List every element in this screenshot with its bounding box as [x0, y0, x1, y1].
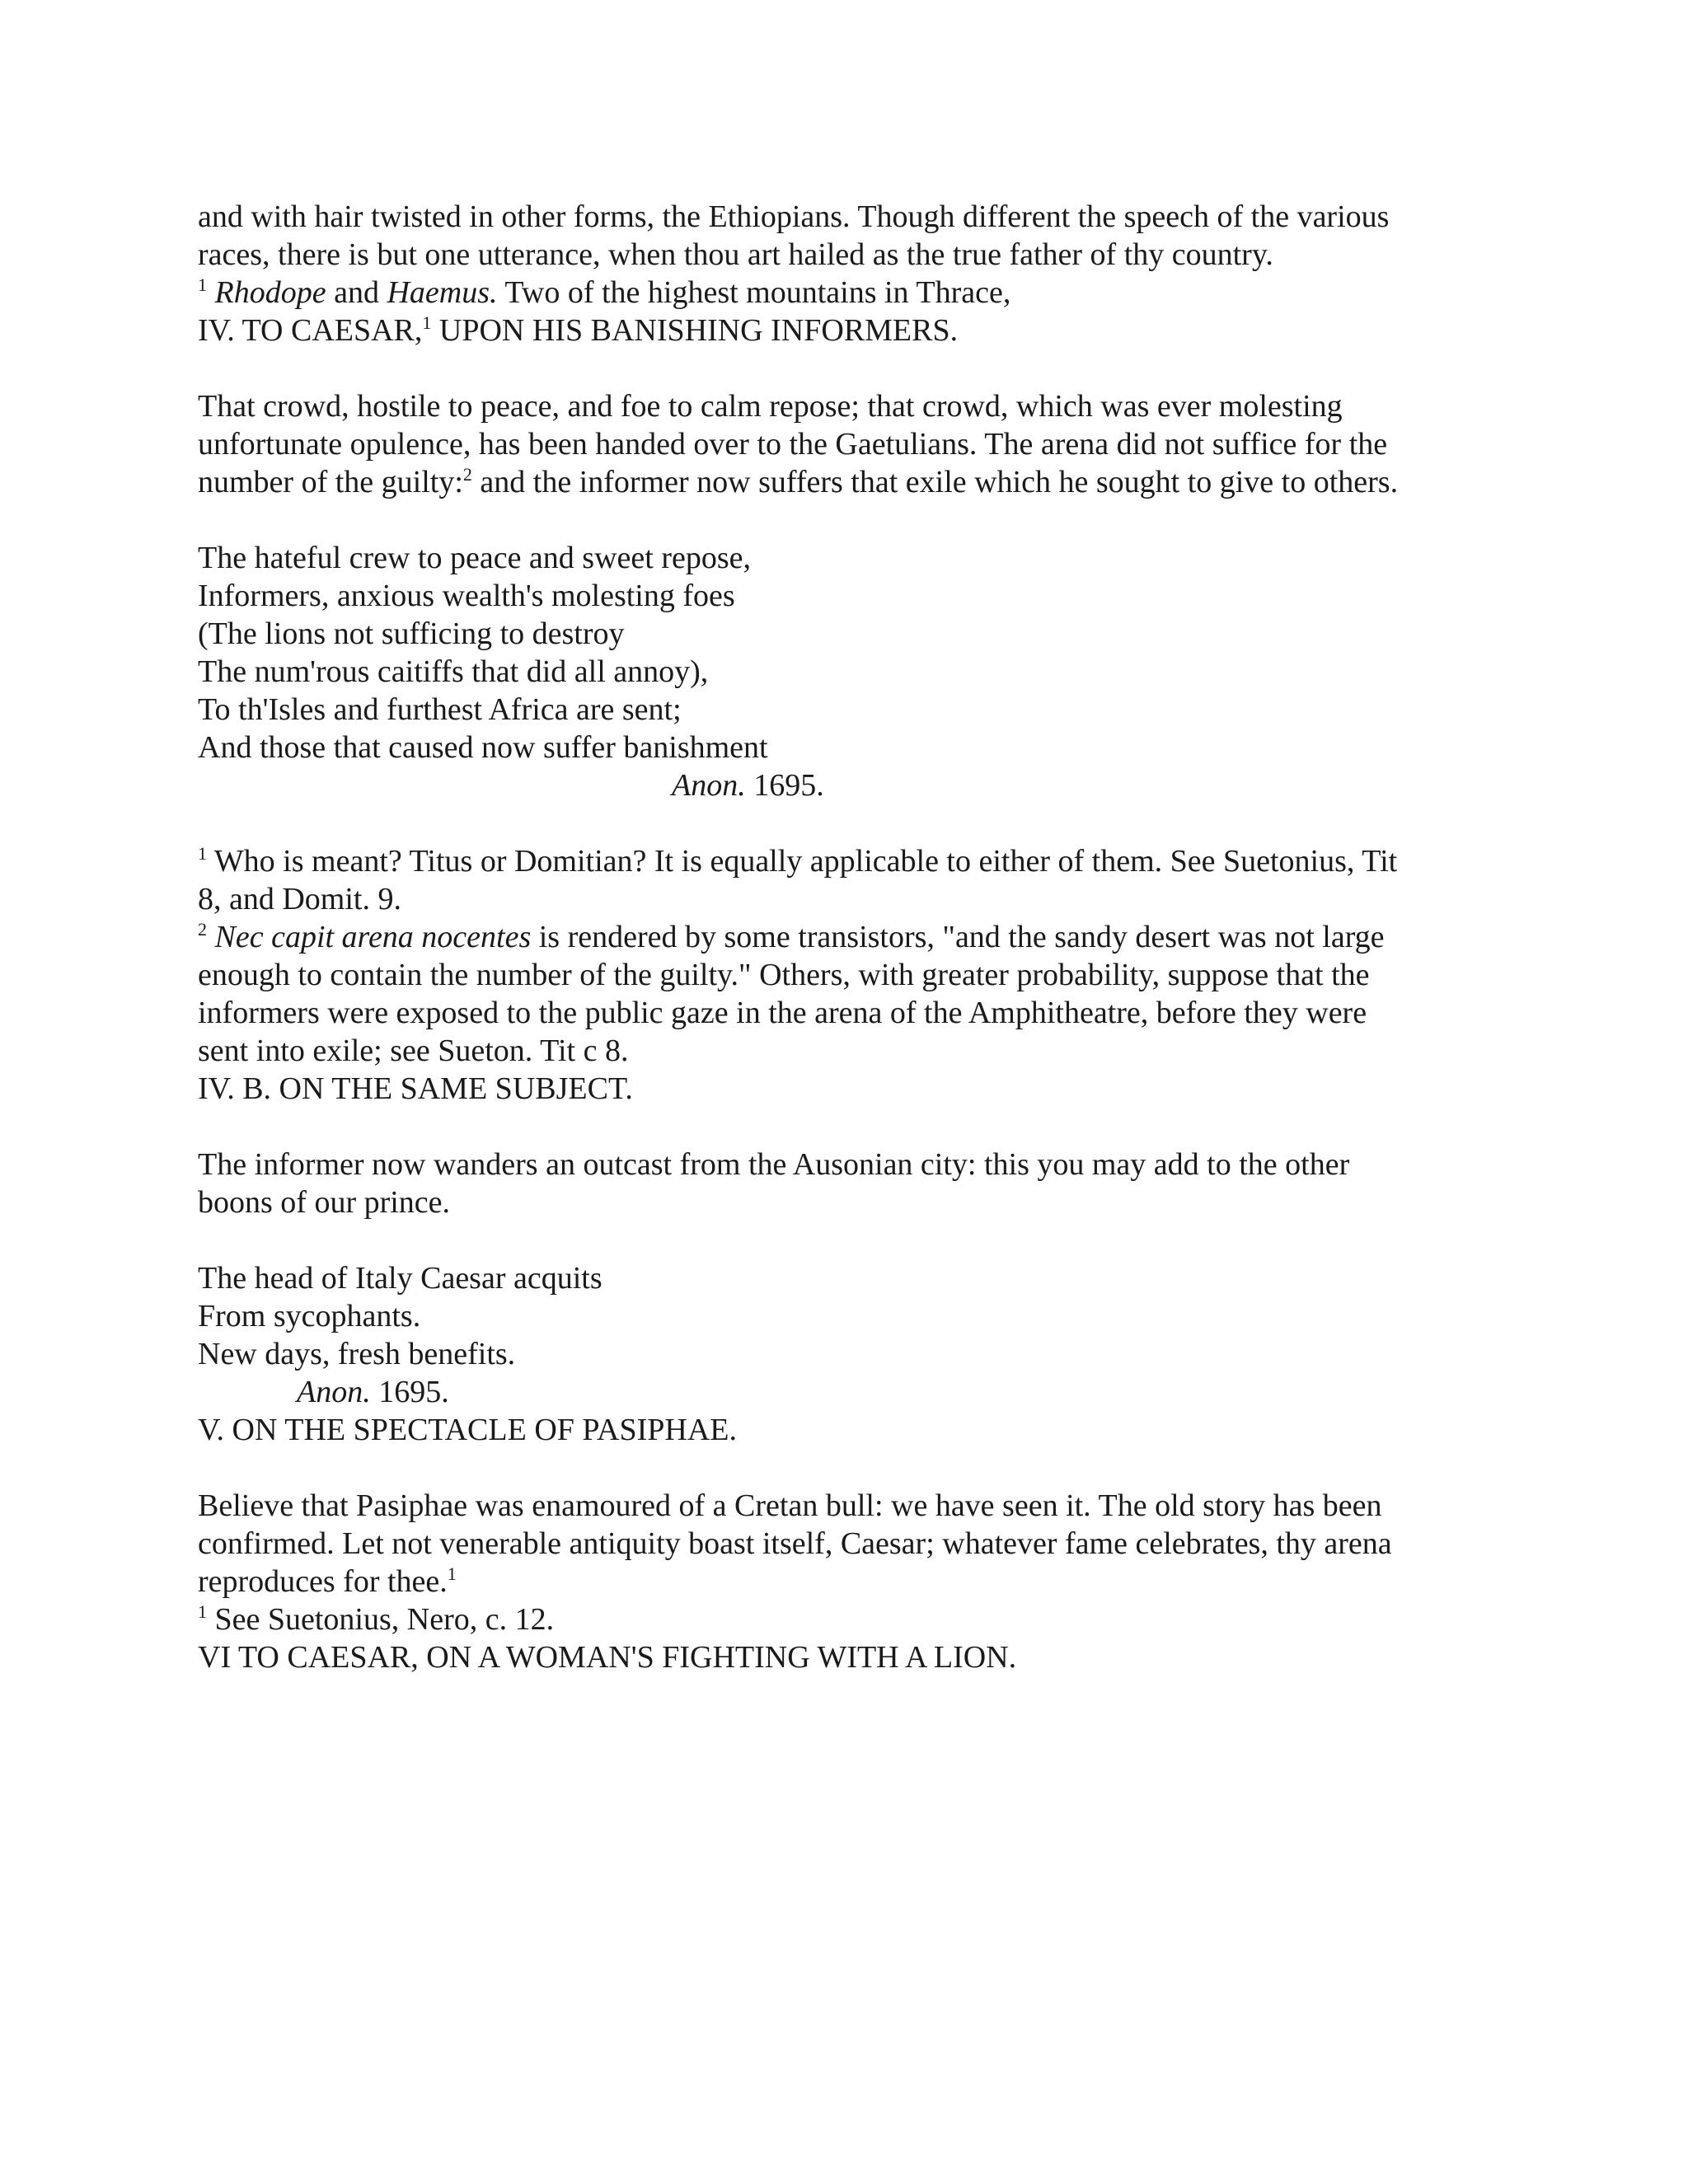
verse-line: (The lions not sufficing to destroy: [198, 616, 625, 651]
heading-text: UPON HIS BANISHING INFORMERS.: [431, 313, 959, 348]
section-heading-iv: [198, 312, 1484, 349]
footnote-text: is rendered by some transistors, "and the sandy desert was not large: [531, 920, 1385, 954]
document-page: [198, 198, 1484, 1676]
footnote-2: [198, 918, 1484, 956]
footnote-mark: 2: [462, 464, 472, 485]
footnote-mark: 1: [422, 312, 432, 333]
section-iv-b-verse: [198, 1259, 1484, 1411]
intro-paragraph: [198, 198, 1484, 274]
section-iv-verse: [198, 539, 1484, 804]
text-line: [198, 463, 1484, 501]
section-v-prose: [198, 1487, 1484, 1601]
footnote-text: Who is meant? Titus or Domitian? It is equally applicable to either of them. See Suetonius, Tit: [207, 844, 1398, 879]
text-line: Believe that Pasiphae was enamoured of a Cretan bull: we have seen it. The old story has been: [198, 1488, 1382, 1523]
section-iv-prose: [198, 387, 1484, 501]
verse-line: New days, fresh benefits.: [198, 1337, 516, 1371]
footnote-text-line: sent into exile; see Sueton. Tit c 8.: [198, 1033, 629, 1068]
footnote-text: and: [326, 275, 387, 310]
footnote-text-line: 8, and Domit. 9.: [198, 882, 401, 916]
section-heading-iv-b: IV. B. ON THE SAME SUBJECT.: [198, 1071, 633, 1106]
attribution-author: Anon.: [672, 768, 746, 803]
footnote-text: See Suetonius, Nero, c. 12.: [207, 1602, 555, 1637]
verse-line: The hateful crew to peace and sweet repose,: [198, 541, 751, 575]
text-line: boons of our prince.: [198, 1185, 451, 1220]
section-iv-b-prose: [198, 1146, 1484, 1221]
footnote-term: Haemus.: [387, 275, 498, 310]
verse-line: Informers, anxious wealth's molesting foes: [198, 579, 735, 613]
verse-line: The num'rous caitiffs that did all annoy),: [198, 654, 709, 689]
section-iv-footnotes: [198, 842, 1484, 1070]
footnote-suetonius: [198, 1601, 1484, 1638]
verse-attribution: [198, 766, 1484, 804]
footnote-text-line: enough to contain the number of the guilty." Others, with greater probability, suppose that the: [198, 958, 1370, 992]
text-span: number of the guilty:: [198, 465, 463, 499]
section-heading-v: V. ON THE SPECTACLE OF PASIPHAE.: [198, 1413, 737, 1447]
footnote-rhodope: [198, 274, 1484, 312]
footnote-text-line: informers were exposed to the public gaze in the arena of the Amphitheatre, before they were: [198, 996, 1367, 1030]
verse-attribution: [198, 1373, 1484, 1411]
attribution-author: Anon.: [297, 1375, 371, 1409]
footnote-1: [198, 842, 1484, 880]
verse-line: From sycophants.: [198, 1299, 421, 1333]
footnote-mark: 2: [198, 919, 207, 940]
text-line: and with hair twisted in other forms, the Ethiopians. Though different the speech of the various: [198, 199, 1390, 234]
text-line: unfortunate opulence, has been handed over to the Gaetulians. The arena did not suffice for the: [198, 427, 1388, 462]
attribution-year: 1695.: [370, 1375, 449, 1409]
footnote-mark: 1: [198, 1601, 207, 1622]
section-heading-vi: VI TO CAESAR, ON A WOMAN'S FIGHTING WITH A LION.: [198, 1640, 1017, 1675]
text-span: reproduces for thee.: [198, 1564, 448, 1599]
heading-text: IV. TO CAESAR,: [198, 313, 423, 348]
text-span: and the informer now suffers that exile which he sought to give to others.: [471, 465, 1399, 499]
footnote-mark: 1: [198, 274, 207, 295]
footnote-mark: 1: [198, 843, 207, 864]
text-line: confirmed. Let not venerable antiquity boast itself, Caesar; whatever fame celebrates, thy arena: [198, 1526, 1392, 1561]
verse-line: And those that caused now suffer banishment: [198, 730, 768, 765]
verse-line: The head of Italy Caesar acquits: [198, 1261, 603, 1296]
footnote-mark: 1: [447, 1563, 457, 1584]
text-line: That crowd, hostile to peace, and foe to calm repose; that crowd, which was ever molesting: [198, 389, 1343, 424]
footnote-text: Two of the highest mountains in Thrace,: [497, 275, 1011, 310]
verse-line: To th'Isles and furthest Africa are sent;: [198, 692, 682, 727]
text-line: races, there is but one utterance, when thou art hailed as the true father of thy country.: [198, 237, 1273, 272]
text-line: The informer now wanders an outcast from the Ausonian city: this you may add to the other: [198, 1147, 1350, 1182]
text-line: [198, 1563, 1484, 1601]
footnote-term: Rhodope: [214, 275, 326, 310]
attribution-year: 1695.: [745, 768, 824, 803]
footnote-latin: Nec capit arena nocentes: [214, 920, 532, 954]
